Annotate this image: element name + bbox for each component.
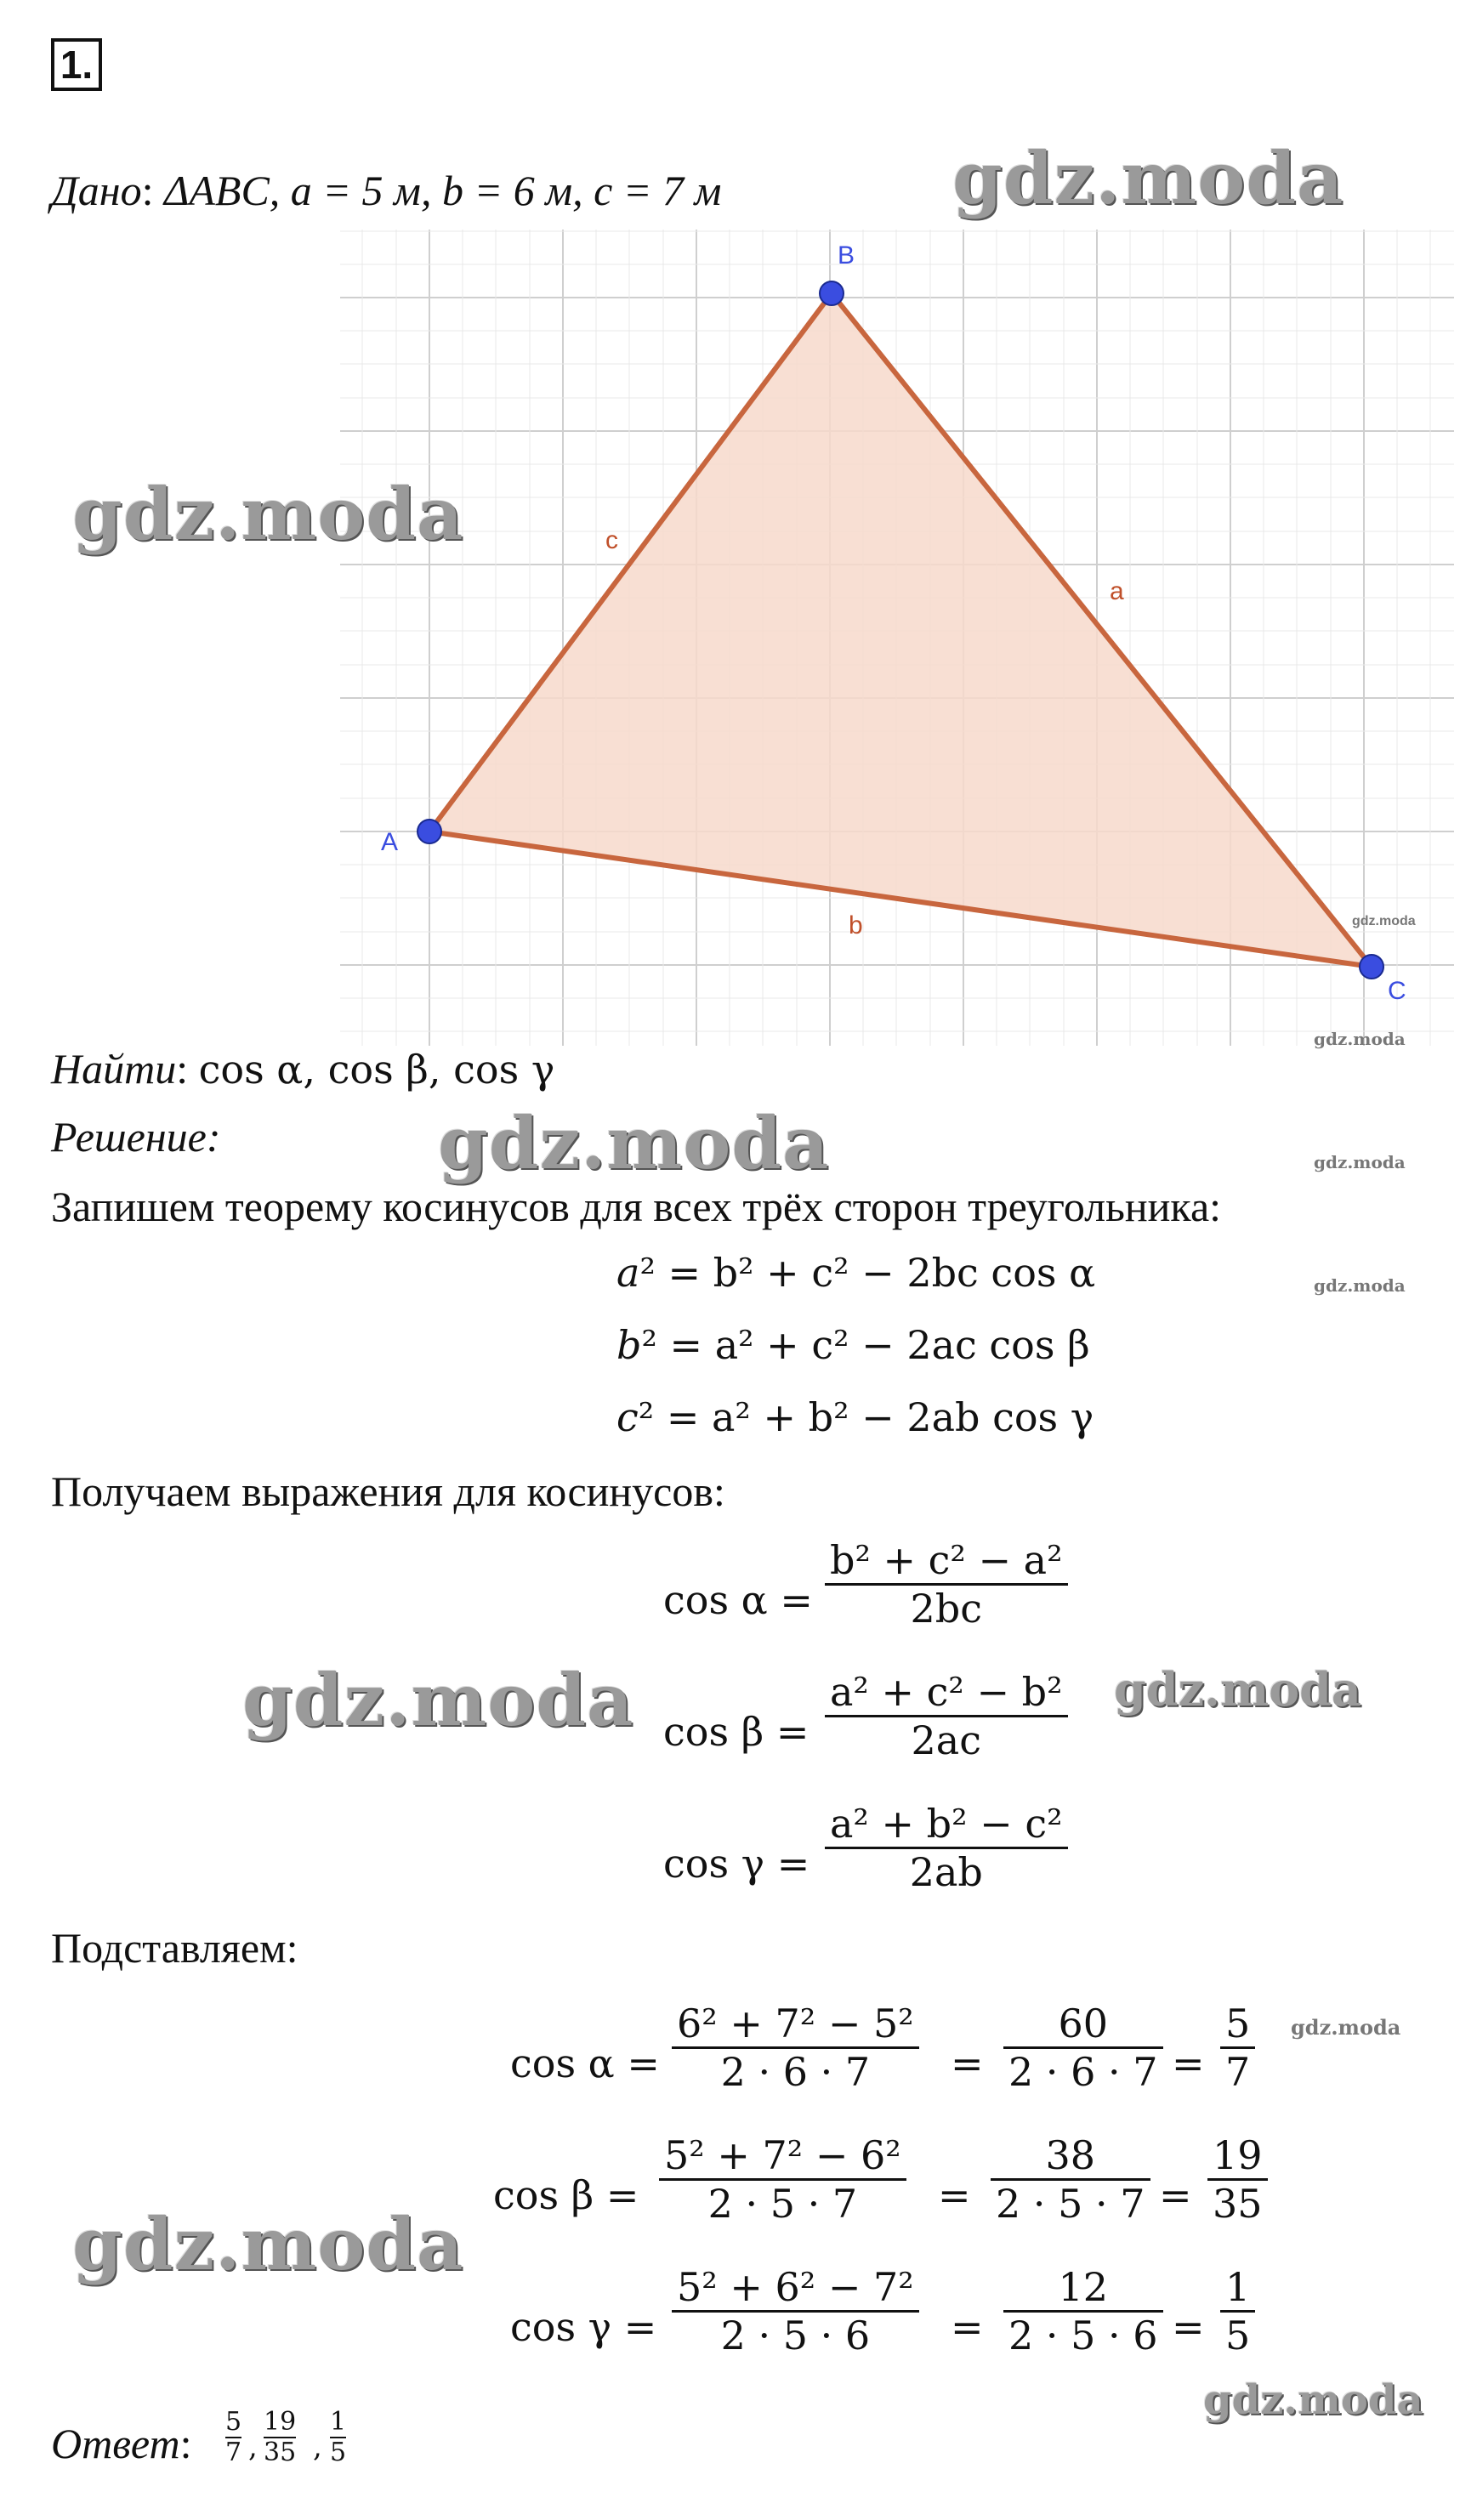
watermark: gdz.moda: [1203, 2376, 1423, 2424]
answer-frac-2: 19 35: [264, 2407, 297, 2467]
side-a-label: a: [1110, 577, 1124, 605]
answer-label: Ответ:: [51, 2420, 192, 2467]
intro-text: Запишем теорему косинусов для всех трёх сторон треугольника:: [51, 1183, 1222, 1230]
watermark: gdz.moda: [1314, 1275, 1406, 1296]
find-label: Найти: [51, 1045, 177, 1093]
given-line: Дано: ΔABC, a = 5 м, b = 6 м, c = 7 м: [51, 167, 722, 214]
cos-gamma-formula: a² + b² − c² 2ab: [825, 1801, 1068, 1895]
sub-gamma-frac1: 5² + 6² − 7² 2 · 5 · 6: [672, 2264, 919, 2358]
task-number: 1.: [51, 38, 102, 91]
watermark: gdz.moda: [1314, 1029, 1406, 1049]
sub-alpha-frac3: 5 7: [1220, 2001, 1255, 2095]
triangle-figure: [340, 230, 1454, 1046]
watermark: gdz.moda: [242, 1658, 634, 1742]
sub-beta-frac3: 19 35: [1207, 2132, 1268, 2227]
cos-alpha-lhs: cos α =: [663, 1577, 813, 1623]
cos-beta-formula: a² + c² − b² 2ac: [825, 1669, 1068, 1763]
vertex-c-label: C: [1388, 977, 1406, 1005]
solution-label: Решение:: [51, 1113, 221, 1161]
cos-beta-lhs: cos β =: [663, 1709, 810, 1755]
vertex-b-label: B: [838, 241, 855, 270]
sub-gamma-lhs: cos γ =: [510, 2304, 657, 2350]
law-row-a: a² = b² + c² − 2bc cos α: [616, 1250, 1096, 1296]
vertex-a-label: A: [381, 828, 399, 856]
side-b-label: b: [849, 911, 863, 939]
sub-alpha-lhs: cos α =: [510, 2040, 660, 2086]
law-row-c: c² = a² + b² − 2ab cos γ: [616, 1394, 1094, 1440]
given-label: Дано: [51, 167, 142, 214]
sub-beta-frac2: 38 2 · 5 · 7: [991, 2132, 1150, 2227]
vertex-a-point: [418, 820, 441, 843]
vertex-c-point: [1360, 955, 1383, 979]
cos-gamma-lhs: cos γ =: [663, 1841, 810, 1887]
watermark: gdz.moda: [1314, 1152, 1406, 1172]
side-c-label: c: [605, 526, 618, 554]
sub-alpha-frac1: 6² + 7² − 5² 2 · 6 · 7: [672, 2001, 919, 2095]
watermark: gdz.moda: [1291, 2015, 1401, 2040]
find-text: cos α, cos β, cos γ: [198, 1047, 555, 1093]
vertex-b-point: [820, 281, 844, 305]
given-text: ΔABC, a = 5 м, b = 6 м, c = 7 м: [164, 167, 722, 214]
watermark: gdz.moda: [438, 1101, 830, 1185]
watermark: gdz.moda: [952, 136, 1344, 220]
answer-frac-1: 5 7: [225, 2407, 242, 2467]
cos-alpha-formula: b² + c² − a² 2bc: [825, 1537, 1068, 1632]
sub-alpha-frac2: 60 2 · 6 · 7: [1003, 2001, 1163, 2095]
sub-gamma-frac2: 12 2 · 5 · 6: [1003, 2264, 1163, 2358]
answer-frac-3: 1 5: [330, 2407, 347, 2467]
derive-text: Получаем выражения для косинусов:: [51, 1467, 725, 1515]
sub-gamma-frac3: 1 5: [1220, 2264, 1255, 2358]
sub-beta-frac1: 5² + 7² − 6² 2 · 5 · 7: [659, 2132, 906, 2227]
sub-beta-lhs: cos β =: [493, 2172, 639, 2218]
watermark: gdz.moda: [1114, 1662, 1361, 1717]
watermark: gdz.moda: [72, 472, 464, 556]
law-row-b: b² = a² + c² − 2ac cos β: [616, 1322, 1090, 1368]
watermark-small-figure: gdz.moda: [1352, 914, 1416, 928]
watermark: gdz.moda: [72, 2202, 464, 2286]
find-line: Найти: cos α, cos β, cos γ: [51, 1045, 555, 1093]
substitute-text: Подставляем:: [51, 1924, 298, 1972]
